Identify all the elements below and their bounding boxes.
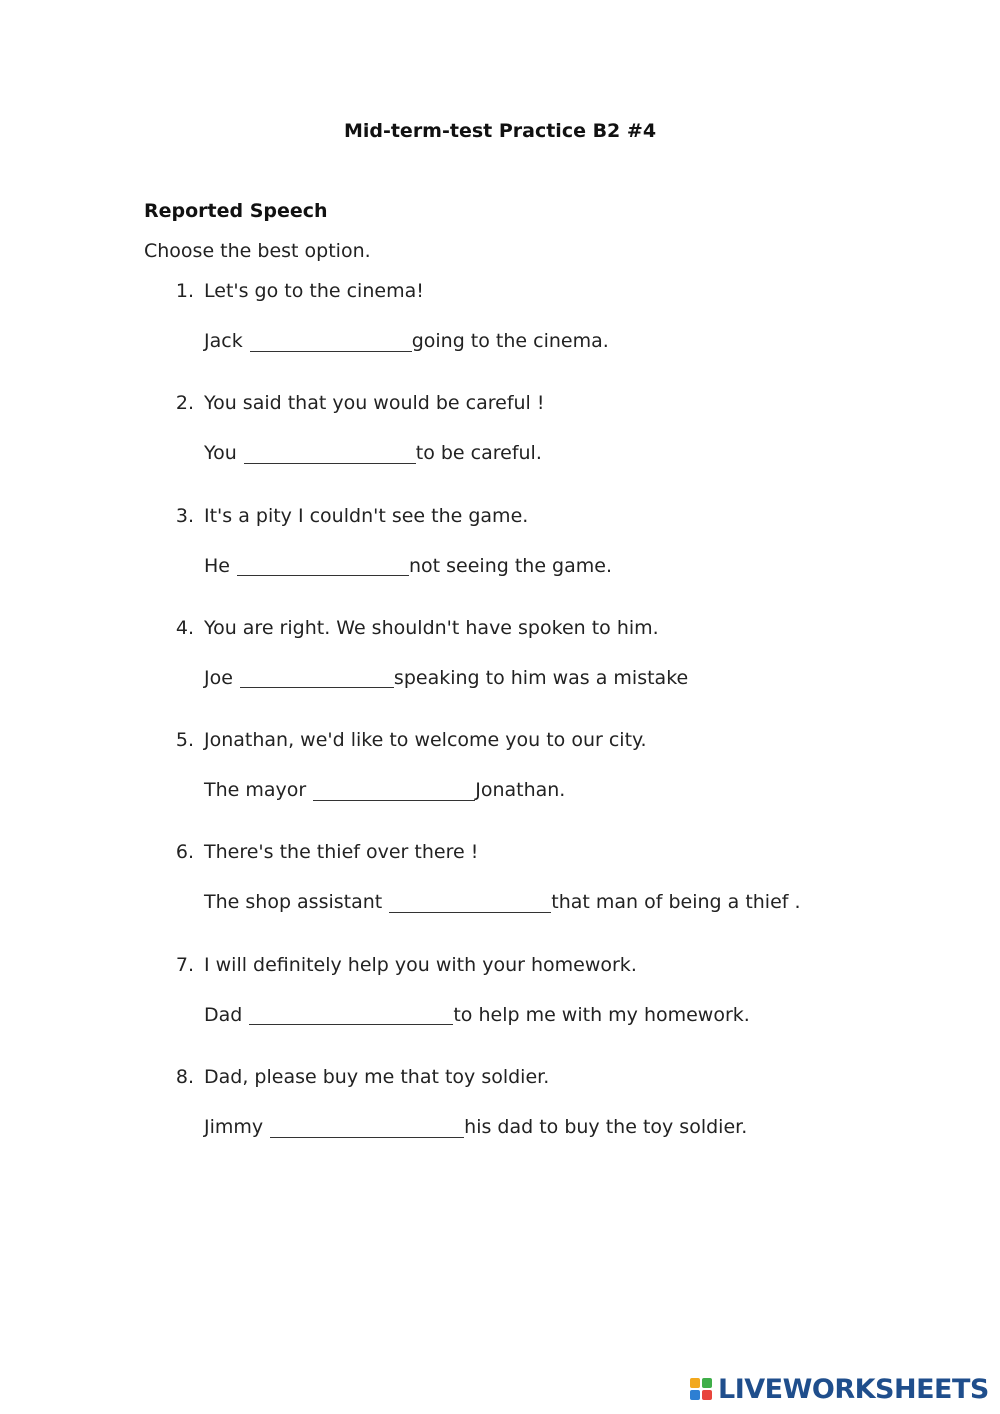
answer-line [204, 779, 565, 801]
question-prompt: There's the thief over there ! [204, 841, 479, 864]
question-prompt: You said that you would be careful ! [204, 392, 545, 415]
answer-blank-input[interactable] [270, 1121, 464, 1138]
question-number: 4. [175, 616, 194, 639]
question-number: 1. [175, 280, 194, 302]
question-number: 7. [175, 953, 194, 976]
worksheet-title: Mid-term-test Practice B2 #4 [343, 120, 657, 142]
question-item [170, 729, 970, 841]
question-item [170, 1066, 970, 1178]
answer-line [204, 667, 688, 689]
answer-text-before: The mayor [204, 779, 307, 802]
logo-square-4 [702, 1390, 712, 1400]
question-prompt: You are right. We shouldn't have spoken to him. [204, 616, 659, 639]
answer-text-before: Jimmy [204, 1116, 264, 1139]
answer-line [204, 1004, 750, 1026]
answer-blank-input[interactable] [250, 335, 412, 352]
answer-text-after: his dad to buy the toy soldier. [464, 1116, 748, 1139]
question-prompt: Jonathan, we'd like to welcome you to our city. [204, 729, 647, 752]
question-prompt: Let's go to the cinema! [204, 280, 424, 302]
answer-line [204, 891, 801, 913]
answer-text-after: Jonathan. [475, 779, 566, 802]
answer-text-after: that man of being a thief . [551, 891, 801, 914]
answer-text-after: to be careful. [415, 442, 542, 465]
answer-text-after: speaking to him was a mistake [393, 666, 689, 689]
question-item [170, 280, 970, 392]
answer-text-before: Jack [204, 330, 243, 352]
answer-text-before: The shop assistant [204, 891, 383, 914]
liveworksheets-logo [690, 1372, 989, 1406]
answer-text-before: Joe [204, 666, 233, 689]
answer-blank-input[interactable] [313, 784, 475, 801]
answer-line [204, 442, 542, 464]
answer-text-before: Dad [204, 1003, 243, 1026]
question-number: 2. [175, 392, 194, 415]
logo-text: LIVEWORKSHEETS [718, 1373, 989, 1405]
question-number: 3. [175, 504, 194, 527]
answer-text-before: He [204, 554, 230, 577]
answer-blank-input[interactable] [237, 559, 409, 576]
answer-blank-input[interactable] [240, 671, 394, 688]
liveworksheets-logo-icon [690, 1378, 712, 1400]
logo-square-3 [690, 1390, 700, 1400]
question-prompt: It's a pity I couldn't see the game. [204, 504, 529, 527]
question-item [170, 505, 970, 617]
answer-blank-input[interactable] [244, 447, 416, 464]
answer-line [204, 330, 609, 352]
question-number: 8. [175, 1066, 194, 1089]
answer-line [204, 555, 612, 577]
question-number: 6. [175, 841, 194, 864]
question-list [170, 280, 970, 1178]
answer-blank-input[interactable] [249, 1008, 453, 1025]
answer-text-after: going to the cinema. [411, 330, 609, 352]
question-number: 5. [175, 729, 194, 752]
question-prompt: Dad, please buy me that toy soldier. [204, 1066, 550, 1089]
section-heading: Reported Speech [144, 200, 328, 222]
logo-square-2 [702, 1378, 712, 1388]
question-item [170, 617, 970, 729]
answer-line [204, 1116, 747, 1138]
logo-square-1 [690, 1378, 700, 1388]
answer-text-after: not seeing the game. [408, 554, 613, 577]
question-item [170, 954, 970, 1066]
question-item [170, 841, 970, 953]
question-prompt: I will definitely help you with your homework. [204, 953, 637, 976]
answer-blank-input[interactable] [389, 896, 551, 913]
question-item [170, 392, 970, 504]
answer-text-before: You [204, 442, 237, 465]
instructions: Choose the best option. [144, 240, 371, 262]
answer-text-after: to help me with my homework. [453, 1003, 750, 1026]
